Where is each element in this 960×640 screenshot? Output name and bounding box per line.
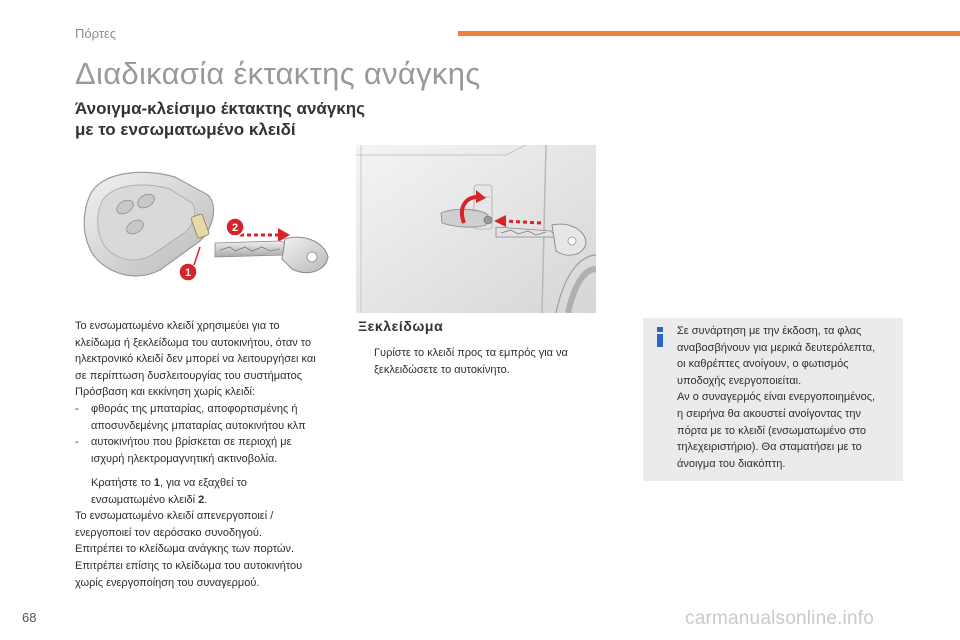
- step-ref-2: 2: [198, 493, 205, 506]
- step-line-2: [75, 492, 345, 509]
- intro-line: κλείδωμα ή ξεκλείδωμα του αυτοκινήτου, όταν το: [75, 336, 312, 349]
- badge-1-label: 1: [184, 267, 192, 279]
- unlock-line-1-text: Γυρίστε το κλειδί προς τα εμπρός για να: [374, 347, 568, 359]
- key-figure-svg: [80, 165, 350, 290]
- page-number: 68: [22, 610, 37, 625]
- info-line: Σε συνάρτηση με την έκδοση, τα φλας: [677, 325, 862, 337]
- subheading-line-2: με το ενσωματωμένο κλειδί: [75, 120, 296, 139]
- step-line-2-text: ενσωματωμένο κλειδί: [91, 493, 199, 506]
- after-step-line: Το ενσωματωμένο κλειδί απενεργοποιεί /: [75, 510, 274, 523]
- subheading: [75, 98, 375, 140]
- list-item: [75, 401, 345, 418]
- info-line: Αν ο συναγερμός είναι ενεργοποιημένος,: [677, 391, 876, 404]
- subheading-line-1: Άνοιγμα-κλείσιμο έκτακτης ανάγκης: [75, 99, 366, 118]
- step-ref-1: 1: [153, 477, 160, 489]
- after-step-line: χωρίς ενεργοποίηση του συναγερμού.: [75, 576, 260, 589]
- list-item: [75, 434, 345, 451]
- info-line: υποδοχής ενεργοποιείται.: [677, 374, 802, 387]
- door-figure-svg: [356, 145, 596, 313]
- step-line-2-end: .: [204, 493, 208, 506]
- dash-marker: -: [75, 436, 79, 449]
- key-illustration: [80, 165, 350, 295]
- intro-line: Πρόσβαση και εκκίνηση χωρίς κλειδί:: [75, 386, 256, 399]
- list-item-text: φθοράς της μπαταρίας, αποφορτισμένης ή: [91, 402, 298, 415]
- page-title: Διαδικασία έκτακτης ανάγκης: [75, 56, 481, 91]
- after-step-line: Επιτρέπει επίσης το κλείδωμα του αυτοκινήτου: [75, 559, 303, 572]
- intro-text: [75, 318, 345, 467]
- info-line: άνοιγμα του διακόπτη.: [677, 457, 786, 470]
- step-line-1: [75, 475, 345, 492]
- unlock-line-1: [358, 345, 628, 362]
- info-icon-svg: [651, 326, 669, 348]
- info-line: η σειρήνα θα ακουστεί ανοίγοντας την: [677, 407, 861, 420]
- after-step-line: Επιτρέπει το κλείδωμα ανάγκης των πορτών.: [75, 543, 295, 556]
- list-item-continuation: ισχυρή ηλεκτρομαγνητική ακτινοβολία.: [91, 452, 278, 465]
- info-line: πόρτα με το κλειδί (ενσωματωμένο στο: [677, 424, 866, 437]
- info-icon: [651, 326, 669, 353]
- step-text-middle: , για να εξαχθεί το: [160, 477, 247, 489]
- after-step-line: ενεργοποιεί τον αερόσακο συνοδηγού.: [75, 526, 262, 539]
- watermark: carmanualsonline.info: [685, 608, 875, 629]
- info-text: [677, 323, 899, 472]
- badge-2-label: 2: [231, 222, 239, 234]
- info-line: τηλεχειριστήριο). Θα σταματήσει με το: [677, 441, 862, 454]
- info-line: οι καθρέπτες ανοίγουν, ο φωτισμός: [677, 358, 849, 371]
- intro-line: Το ενσωματωμένο κλειδί χρησιμεύει για το: [75, 320, 280, 332]
- door-illustration: [356, 145, 596, 318]
- step-text: [75, 475, 345, 591]
- dash-marker: -: [75, 402, 79, 415]
- section-label: Πόρτες: [75, 26, 117, 41]
- info-line: αναβοσβήνουν για μερικά δευτερόλεπτα,: [677, 341, 876, 354]
- list-item-text: αυτοκινήτου που βρίσκεται σε περιοχή με: [91, 436, 292, 449]
- unlock-line-2: ξεκλειδώσετε το αυτοκίνητο.: [374, 363, 510, 376]
- unlock-heading: Ξεκλείδωμα: [358, 318, 444, 334]
- unlock-text: [358, 345, 628, 378]
- intro-line: ηλεκτρονικό κλειδί δεν μπορεί να λειτουργήσει και: [75, 353, 316, 366]
- step-text-before: Κρατήστε το: [91, 477, 154, 489]
- intro-line: σε περίπτωση δυσλειτουργίας του συστήματος: [75, 369, 303, 382]
- header-accent-bar: [458, 31, 960, 36]
- list-item-continuation: αποσυνδεμένης μπαταρίας αυτοκινήτου κλπ: [91, 419, 306, 432]
